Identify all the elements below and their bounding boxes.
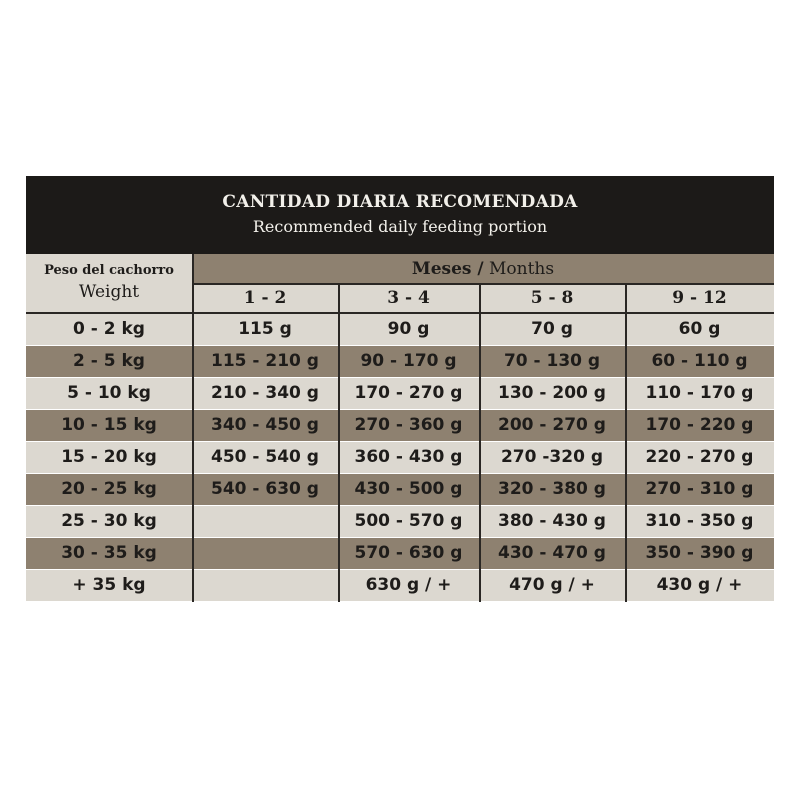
amount-cell: 170 - 220 g bbox=[645, 415, 754, 435]
weight-header-spanish: Peso del cachorro bbox=[44, 263, 174, 278]
amount-cell: 430 g / + bbox=[656, 575, 743, 595]
amount-cell: 210 - 340 g bbox=[211, 383, 319, 403]
weight-cell: 5 - 10 kg bbox=[67, 383, 151, 403]
amount-cell: 310 - 350 g bbox=[645, 511, 754, 531]
weight-cell: 20 - 25 kg bbox=[61, 479, 157, 499]
table-row bbox=[26, 538, 774, 569]
amount-cell: 350 - 390 g bbox=[645, 543, 754, 563]
amount-cell: 90 - 170 g bbox=[360, 351, 457, 371]
amount-cell: 115 - 210 g bbox=[211, 351, 319, 371]
weight-cell: + 35 kg bbox=[72, 575, 146, 595]
amount-cell: 430 - 470 g bbox=[498, 543, 606, 563]
table-row bbox=[26, 442, 774, 473]
table-row bbox=[26, 378, 774, 409]
table-row bbox=[26, 474, 774, 505]
amount-cell bbox=[192, 538, 338, 569]
grid-line bbox=[479, 284, 481, 602]
amount-cell: 115 g bbox=[238, 319, 292, 339]
amount-cell: 70 g bbox=[531, 319, 573, 339]
grid-line bbox=[192, 283, 774, 285]
amount-cell: 220 - 270 g bbox=[645, 447, 754, 467]
weight-cell: 25 - 30 kg bbox=[61, 511, 157, 531]
grid-line bbox=[625, 284, 627, 602]
month-range-2: 3 - 4 bbox=[387, 288, 430, 308]
amount-cell: 630 g / + bbox=[365, 575, 452, 595]
amount-cell: 570 - 630 g bbox=[354, 543, 463, 563]
grid-line bbox=[26, 312, 774, 314]
amount-cell: 470 g / + bbox=[509, 575, 595, 595]
amount-cell: 90 g bbox=[387, 319, 430, 339]
grid-line bbox=[192, 254, 194, 602]
table-row bbox=[26, 506, 774, 537]
amount-cell bbox=[192, 506, 338, 537]
amount-cell: 430 - 500 g bbox=[354, 479, 463, 499]
weight-cell: 15 - 20 kg bbox=[61, 447, 157, 467]
amount-cell: 360 - 430 g bbox=[354, 447, 463, 467]
months-header-english: Months bbox=[489, 259, 555, 279]
amount-cell: 320 - 380 g bbox=[498, 479, 606, 499]
amount-cell: 200 - 270 g bbox=[498, 415, 606, 435]
month-range-4: 9 - 12 bbox=[672, 288, 727, 308]
weight-cell: 0 - 2 kg bbox=[73, 319, 145, 339]
amount-cell: 270 -320 g bbox=[500, 447, 604, 467]
amount-cell: 270 - 310 g bbox=[645, 479, 754, 499]
amount-cell: 110 - 170 g bbox=[645, 383, 754, 403]
title-band bbox=[26, 176, 774, 254]
weight-cell: 10 - 15 kg bbox=[61, 415, 157, 435]
title-english: Recommended daily feeding portion bbox=[252, 217, 548, 236]
month-range-1: 1 - 2 bbox=[243, 288, 287, 308]
months-header-spanish: Meses / bbox=[411, 259, 484, 279]
amount-cell: 170 - 270 g bbox=[354, 383, 463, 403]
amount-cell: 130 - 200 g bbox=[498, 383, 606, 403]
amount-cell: 500 - 570 g bbox=[354, 511, 463, 531]
weight-cell: 2 - 5 kg bbox=[73, 351, 145, 371]
table-row bbox=[26, 570, 774, 601]
amount-cell: 540 - 630 g bbox=[211, 479, 319, 499]
amount-cell: 270 - 360 g bbox=[354, 415, 463, 435]
grid-line bbox=[338, 284, 340, 602]
amount-cell: 60 g bbox=[678, 319, 721, 339]
table-row bbox=[26, 314, 774, 345]
title-spanish: CANTIDAD DIARIA RECOMENDADA bbox=[222, 192, 578, 212]
months-header bbox=[192, 254, 774, 284]
month-ranges-row bbox=[26, 284, 774, 312]
weight-header-english: Weight bbox=[78, 282, 140, 302]
amount-cell: 380 - 430 g bbox=[498, 511, 606, 531]
amount-cell: 450 - 540 g bbox=[211, 447, 319, 467]
amount-cell: 60 - 110 g bbox=[651, 351, 748, 371]
weight-cell: 30 - 35 kg bbox=[61, 543, 157, 563]
table-row bbox=[26, 346, 774, 377]
month-range-3: 5 - 8 bbox=[530, 288, 574, 308]
amount-cell: 340 - 450 g bbox=[211, 415, 319, 435]
table-row bbox=[26, 410, 774, 441]
amount-cell: 70 - 130 g bbox=[503, 351, 601, 371]
feeding-table bbox=[26, 176, 774, 602]
amount-cell bbox=[192, 570, 338, 601]
